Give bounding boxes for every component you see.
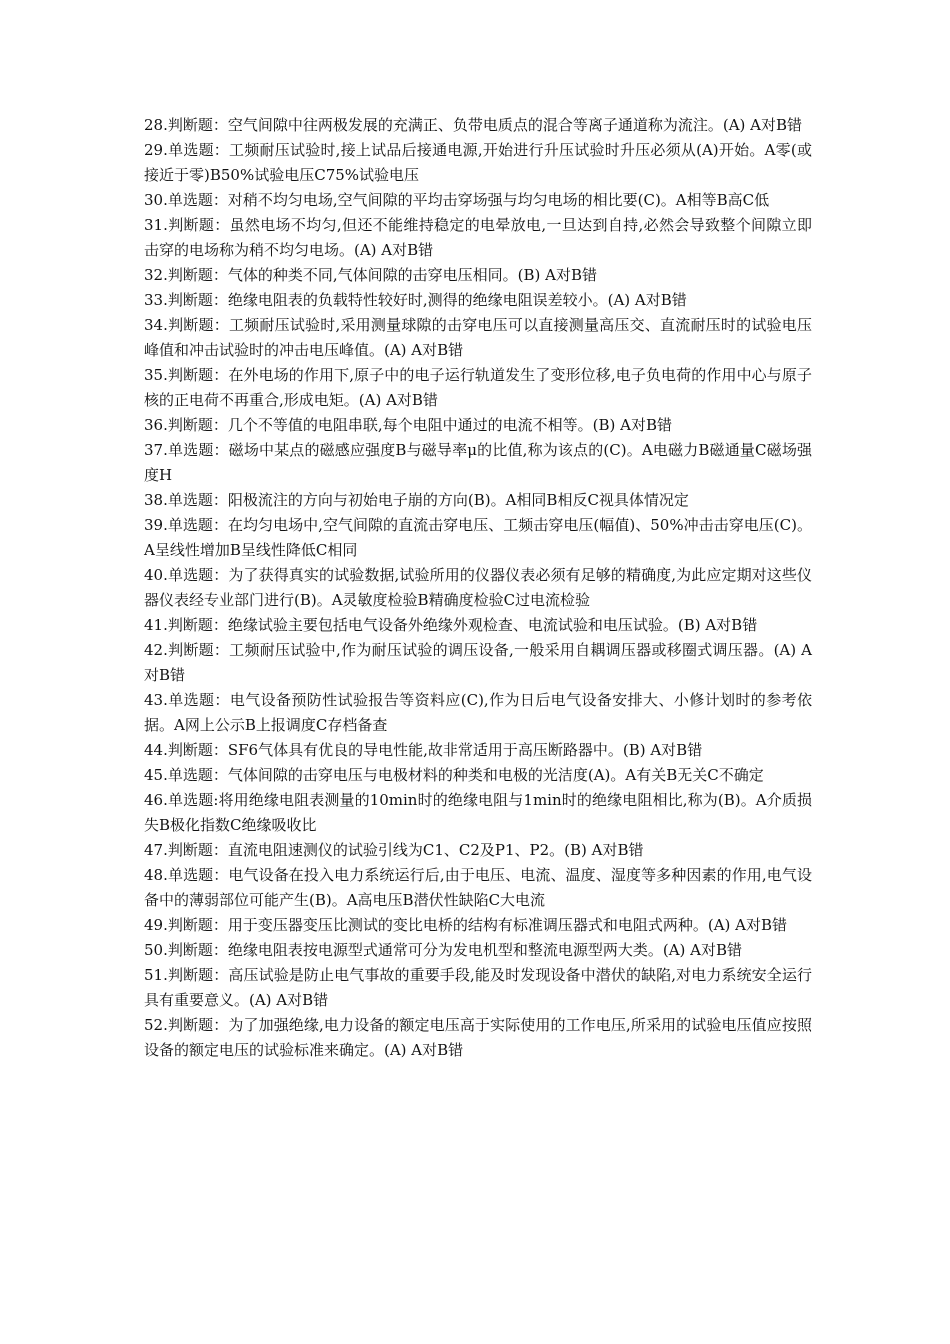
question-31: 31.判断题：虽然电场不均匀,但还不能维持稳定的电晕放电,一旦达到自持,必然会导致整个间隙立即击穿的电场称为稍不均匀电场。(A) A对B错 <box>144 216 812 259</box>
question-32: 32.判断题：气体的种类不同,气体间隙的击穿电压相同。(B) A对B错 <box>144 266 597 284</box>
question-28: 28.判断题：空气间隙中往两极发展的充满正、负带电质点的混合等离子通道称为流注。(A) A对B错 <box>144 116 803 134</box>
question-46: 46.单选题:将用绝缘电阻表测量的10min时的绝缘电阻与1min时的绝缘电阻相比,称为(B)。A介质损失B极化指数C绝缘吸收比 <box>144 791 812 834</box>
question-52: 52.判断题：为了加强绝缘,电力设备的额定电压高于实际使用的工作电压,所采用的试验电压值应按照设备的额定电压的试验标准来确定。(A) A对B错 <box>144 1016 812 1059</box>
question-49: 49.判断题：用于变压器变压比测试的变比电桥的结构有标准调压器式和电阻式两种。(A) A对B错 <box>144 916 788 934</box>
question-44: 44.判断题：SF6气体具有优良的导电性能,故非常适用于高压断路器中。(B) A对B错 <box>144 741 703 759</box>
question-50: 50.判断题：绝缘电阻表按电源型式通常可分为发电机型和整流电源型两大类。(A) A对B错 <box>144 941 743 959</box>
question-48: 48.单选题：电气设备在投入电力系统运行后,由于电压、电流、温度、湿度等多种因素的作用,电气设备中的薄弱部位可能产生(B)。A高电压B潜伏性缺陷C大电流 <box>144 866 812 909</box>
question-37: 37.单选题：磁场中某点的磁感应强度B与磁导率μ的比值,称为该点的(C)。A电磁力B磁通量C磁场强度H <box>144 441 812 484</box>
question-43: 43.单选题：电气设备预防性试验报告等资料应(C),作为日后电气设备安排大、小修计划时的参考依据。A网上公示B上报调度C存档备查 <box>144 691 812 734</box>
question-30: 30.单选题：对稍不均匀电场,空气间隙的平均击穿场强与均匀电场的相比要(C)。A相等B高C低 <box>144 191 770 209</box>
question-47: 47.判断题：直流电阻速测仪的试验引线为C1、C2及P1、P2。(B) A对B错 <box>144 841 644 859</box>
question-45: 45.单选题：气体间隙的击穿电压与电极材料的种类和电极的光洁度(A)。A有关B无关C不确定 <box>144 766 764 784</box>
question-38: 38.单选题：阳极流注的方向与初始电子崩的方向(B)。A相同B相反C视具体情况定 <box>144 491 689 509</box>
question-36: 36.判断题：几个不等值的电阻串联,每个电阻中通过的电流不相等。(B) A对B错 <box>144 416 672 434</box>
question-33: 33.判断题：绝缘电阻表的负载特性较好时,测得的绝缘电阻误差较小。(A) A对B错 <box>144 291 687 309</box>
question-40: 40.单选题：为了获得真实的试验数据,试验所用的仪器仪表必须有足够的精确度,为此应定期对这些仪器仪表经专业部门进行(B)。A灵敏度检验B精确度检验C过电流检验 <box>144 566 812 609</box>
question-39: 39.单选题：在均匀电场中,空气间隙的直流击穿电压、工频击穿电压(幅值)、50%冲击击穿电压(C)。A呈线性增加B呈线性降低C相同 <box>144 516 812 559</box>
question-42: 42.判断题：工频耐压试验中,作为耐压试验的调压设备,一般采用自耦调压器或移圈式调压器。(A) A对B错 <box>144 641 812 684</box>
question-41: 41.判断题：绝缘试验主要包括电气设备外绝缘外观检查、电流试验和电压试验。(B) A对B错 <box>144 616 758 634</box>
question-51: 51.判断题：高压试验是防止电气事故的重要手段,能及时发现设备中潜伏的缺陷,对电力系统安全运行具有重要意义。(A) A对B错 <box>144 966 812 1009</box>
question-34: 34.判断题：工频耐压试验时,采用测量球隙的击穿电压可以直接测量高压交、直流耐压时的试验电压峰值和冲击试验时的冲击电压峰值。(A) A对B错 <box>144 316 812 359</box>
question-29: 29.单选题：工频耐压试验时,接上试品后接通电源,开始进行升压试验时升压必须从(A)开始。A零(或接近于零)B50%试验电压C75%试验电压 <box>144 141 812 184</box>
question-35: 35.判断题：在外电场的作用下,原子中的电子运行轨道发生了变形位移,电子负电荷的作用中心与原子核的正电荷不再重合,形成电矩。(A) A对B错 <box>144 366 812 409</box>
question-list <box>144 113 812 1063</box>
